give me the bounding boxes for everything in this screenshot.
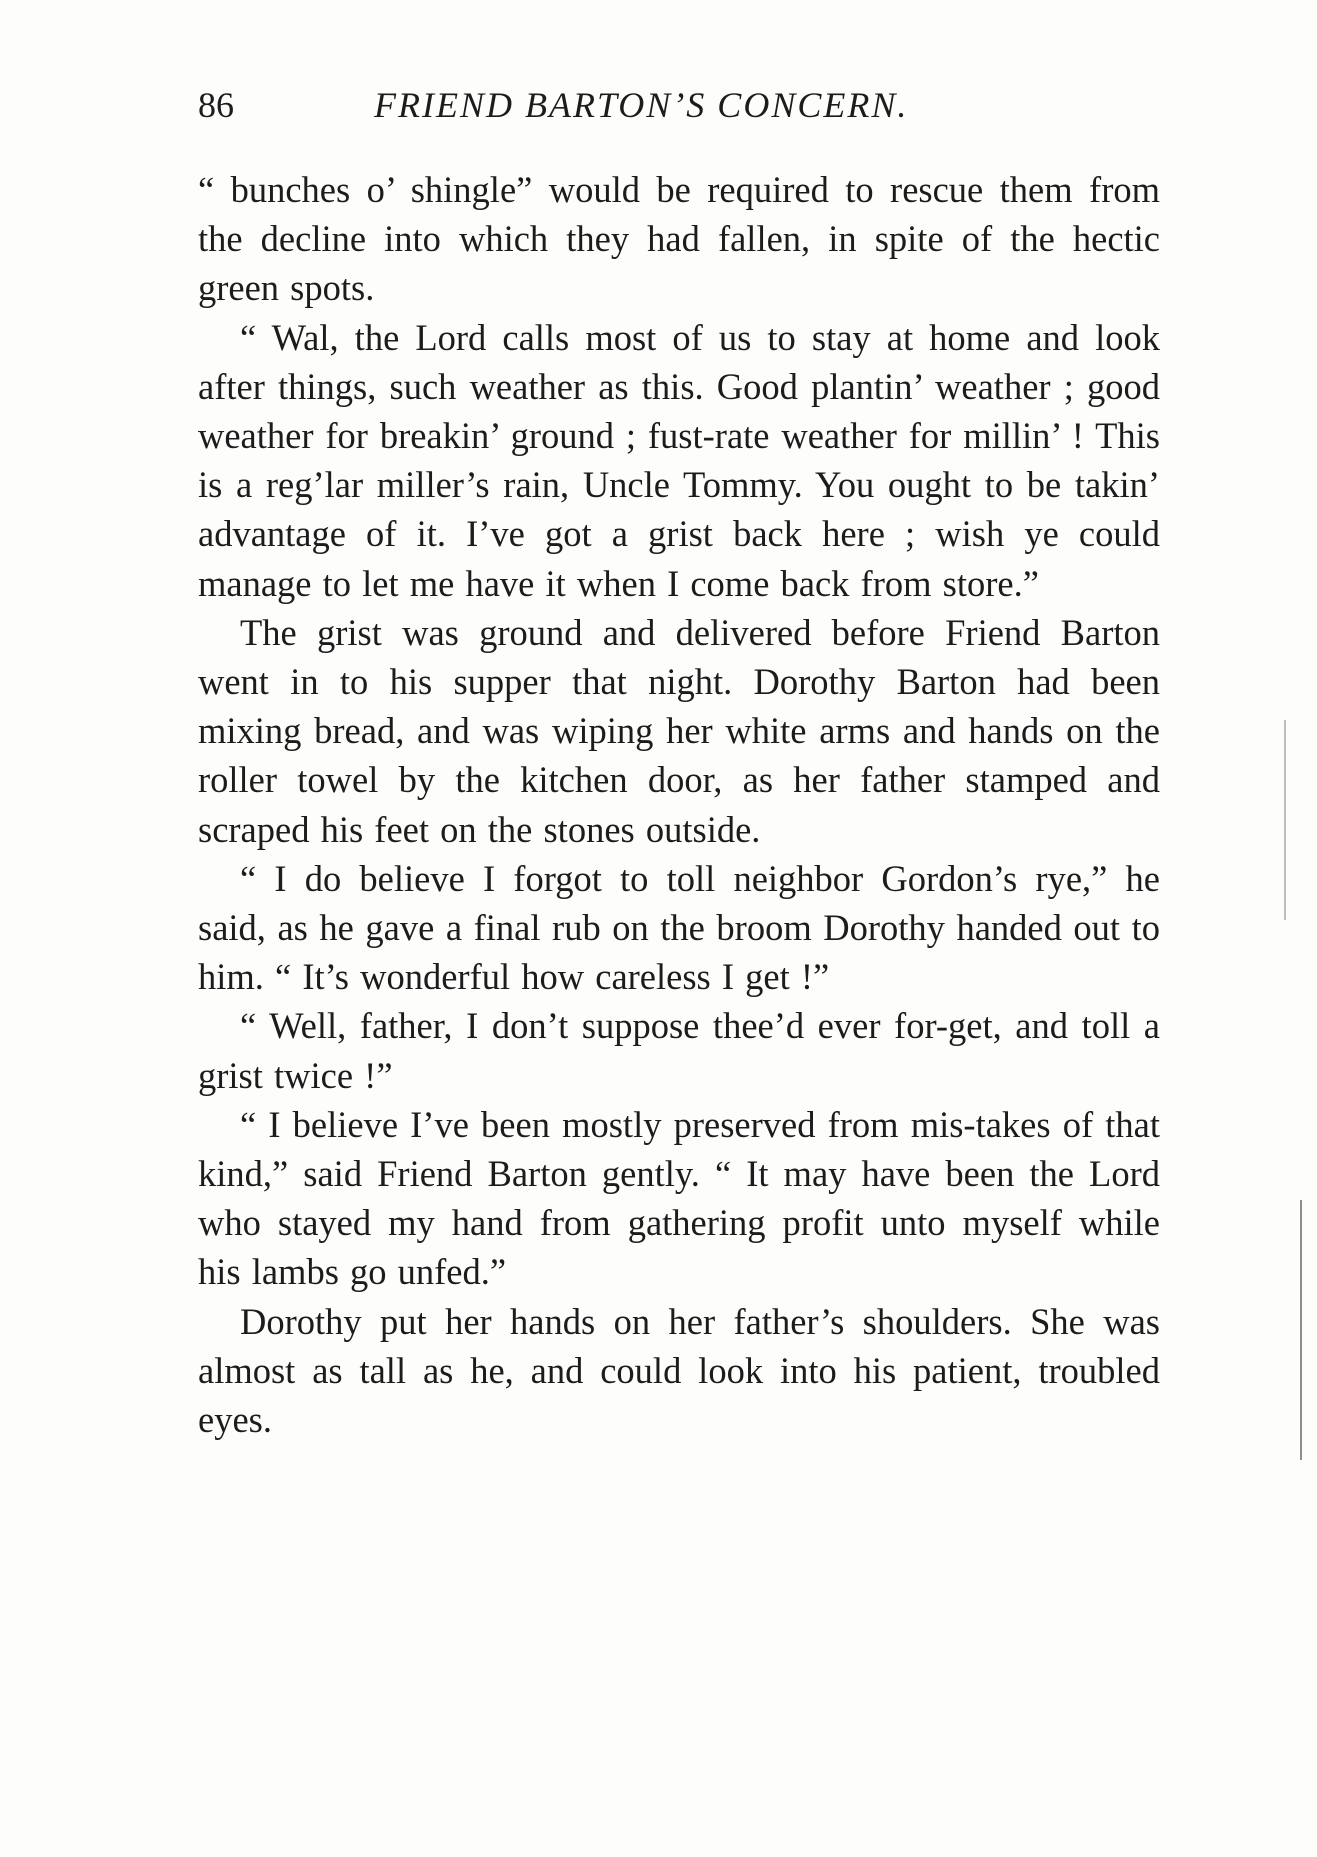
- scan-edge-mark: [1284, 720, 1286, 920]
- running-title: FRIEND BARTON’S CONCERN.: [374, 85, 909, 125]
- body-text: [198, 165, 1160, 1444]
- paragraph: “ Well, father, I don’t suppose thee’d ever for-get, and toll a grist twice !”: [198, 1005, 1160, 1096]
- page-header: [198, 80, 1160, 130]
- paragraph: “ I do believe I forgot to toll neighbor Gordon’s rye,” he said, as he gave a final rub on the broom Dorothy handed out to him. “ It’s wonderful how careless I get !”: [198, 857, 1160, 998]
- page-number: 86: [198, 85, 234, 125]
- paragraph: “ I believe I’ve been mostly preserved from mis-takes of that kind,” said Friend Barton gently. “ It may have been the Lord who stayed my hand from gathering profit unto myself while his lambs go unfed.”: [198, 1103, 1160, 1293]
- paragraph: “ bunches o’ shingle” would be required to rescue them from the decline into which they had fallen, in spite of the hectic green spots.: [198, 169, 1160, 309]
- paragraph: “ Wal, the Lord calls most of us to stay at home and look after things, such weather as this. Good plantin’ weather ; good weather for breakin’ ground ; fust-rate weather for millin’ ! This is a reg’lar miller’s rain, Uncle Tommy. You ought to be takin’ advantage of it. I’ve got a grist back here ; wish ye could manage to let me have it when I come back from store.”: [198, 316, 1160, 604]
- paragraph: Dorothy put her hands on her father’s shoulders. She was almost as tall as he, and could look into his patient, troubled eyes.: [198, 1300, 1160, 1441]
- paragraph: The grist was ground and delivered before Friend Barton went in to his supper that night. Dorothy Barton had been mixing bread, and was wiping her white arms and hands on the roller towel by the kitchen door, as her father stamped and scraped his feet on the stones outside.: [198, 611, 1160, 850]
- scan-edge-mark: [1300, 1200, 1302, 1460]
